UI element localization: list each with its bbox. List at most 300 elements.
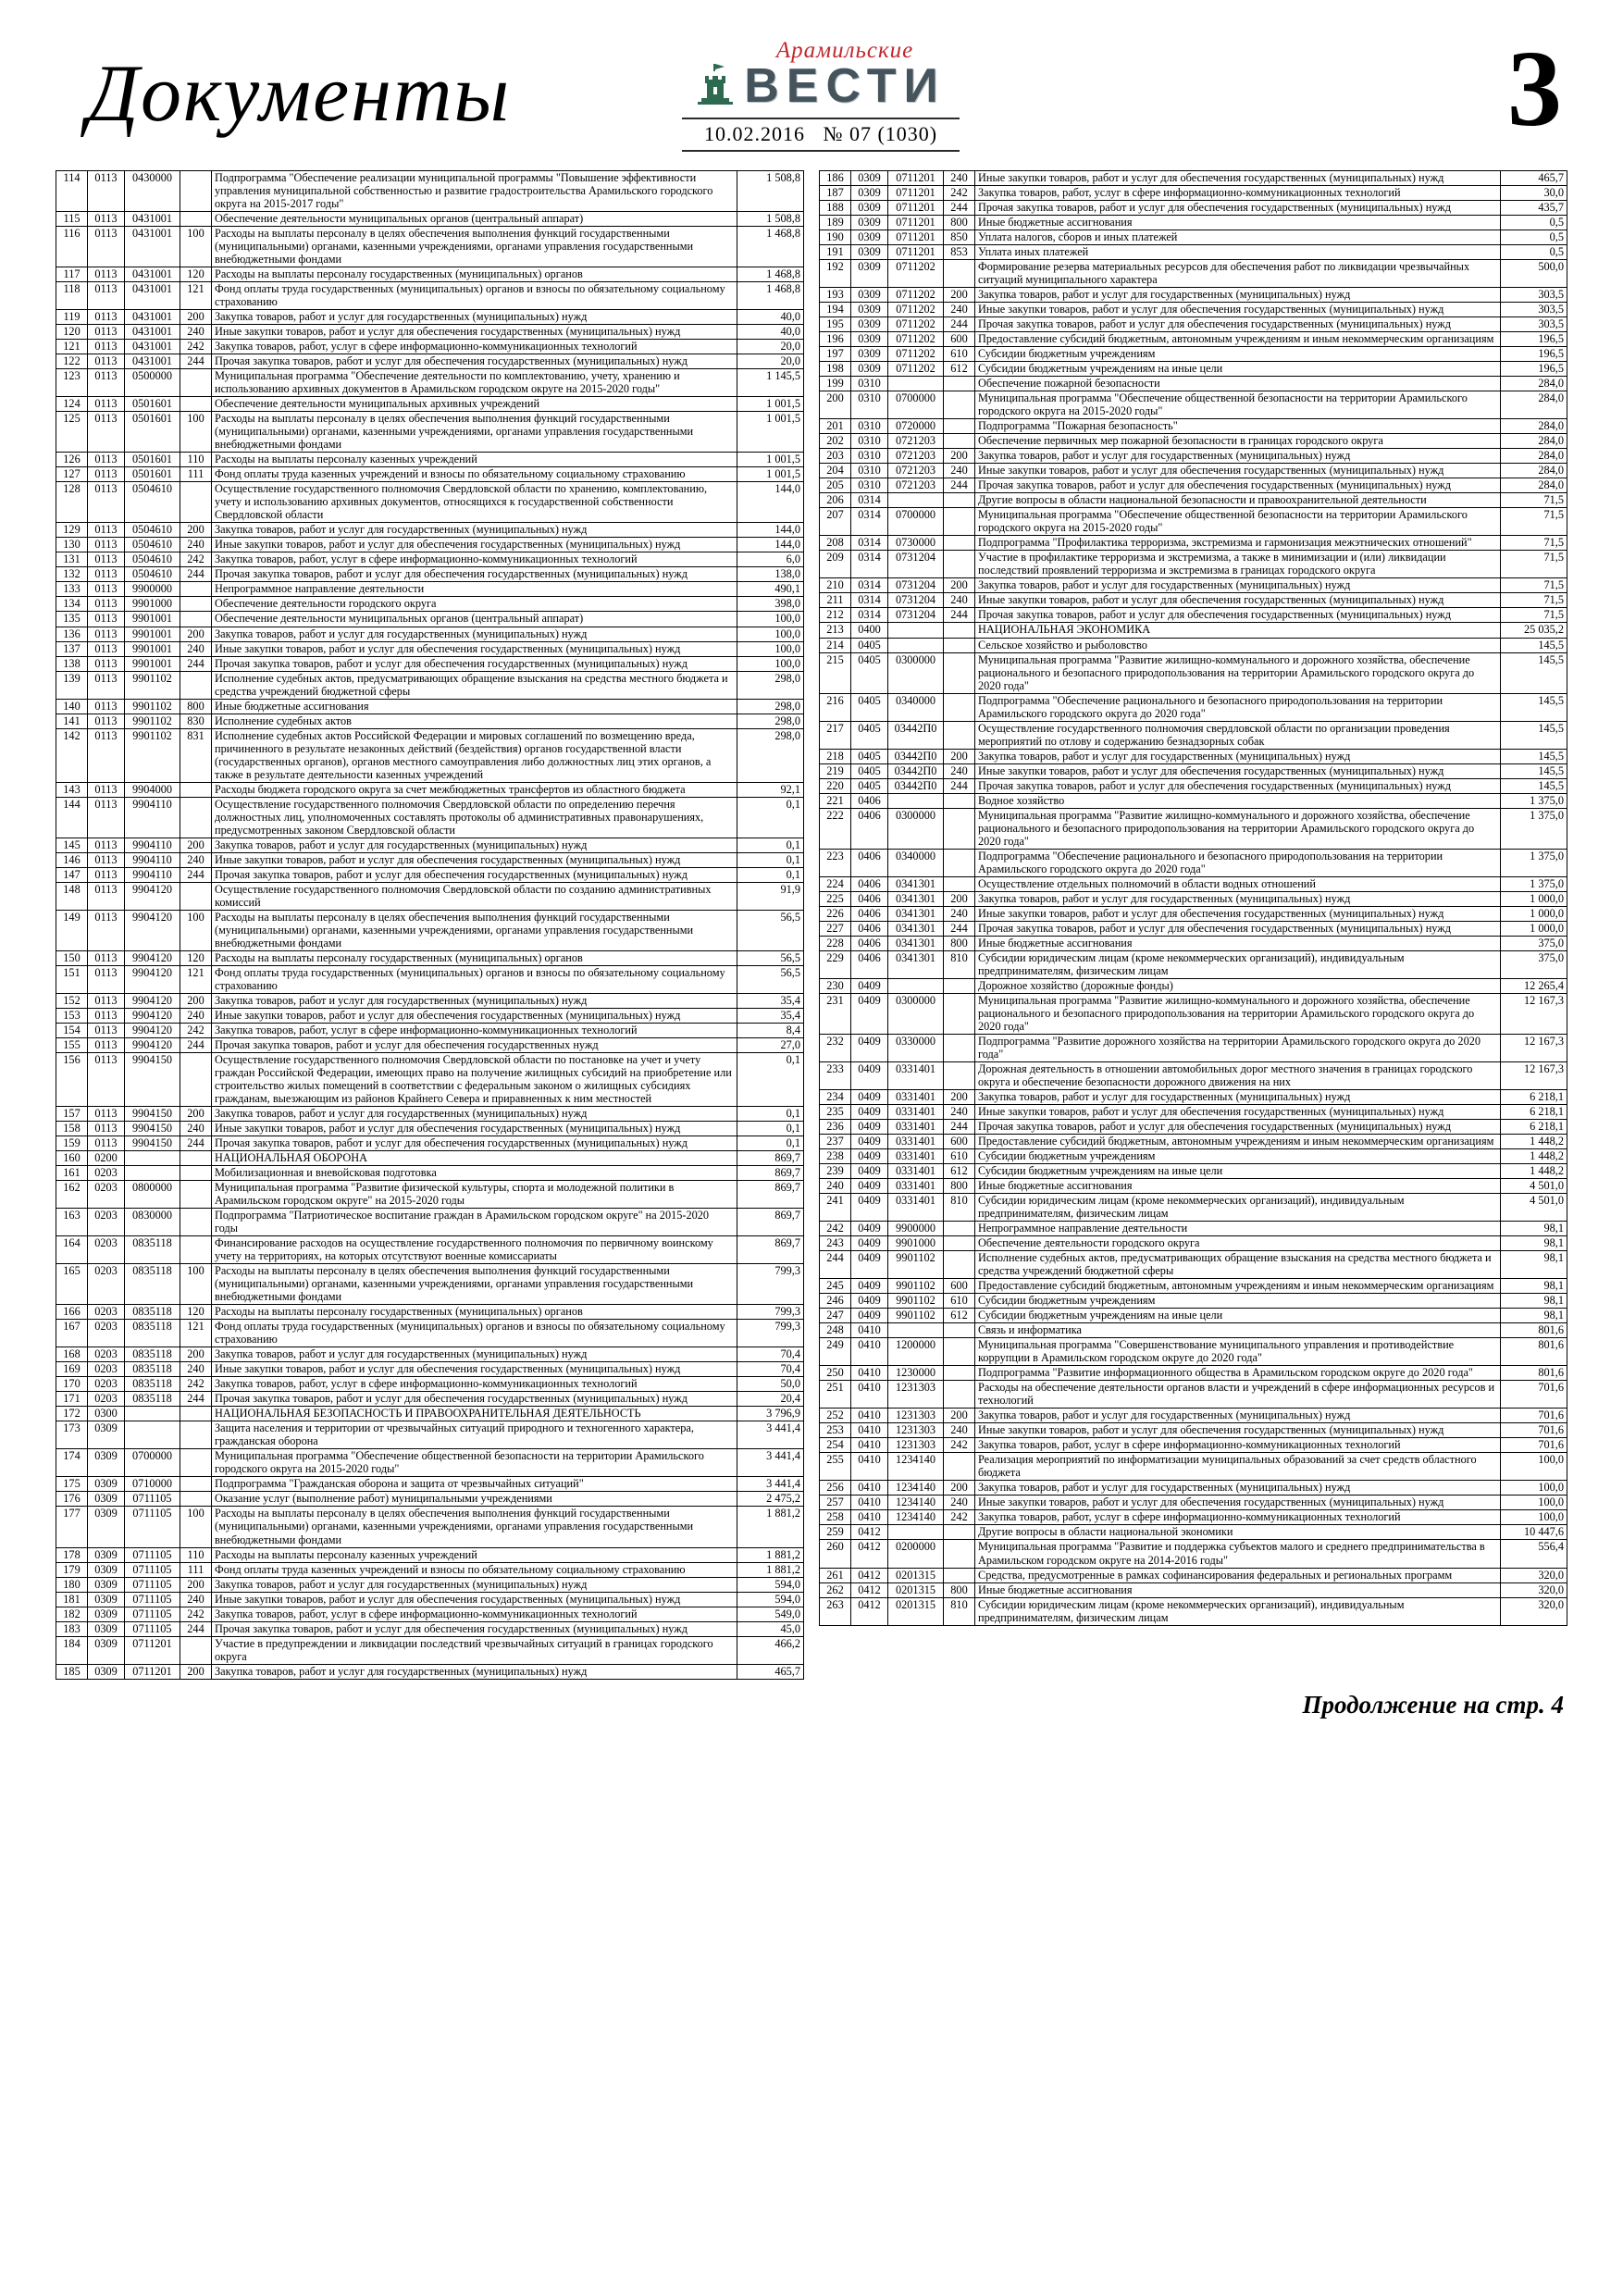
target-article-code-cell: 9900000 [125,582,180,597]
expense-name-cell: Иные закупки товаров, работ и услуг для обеспечения государственных (муниципальных) нужд [975,1496,1501,1510]
expense-type-code-cell: 240 [180,1008,212,1023]
section-code-cell: 0203 [88,1181,125,1209]
expense-name-cell: Субсидии бюджетным учреждениям на иные цели [975,1164,1501,1179]
section-code-cell: 0412 [851,1582,888,1597]
expense-type-code-cell: 600 [944,332,975,347]
row-number-cell: 138 [56,656,88,671]
target-article-code-cell: 1234140 [888,1510,944,1525]
section-code-cell: 0409 [851,1061,888,1089]
table-row [820,493,1567,508]
section-code-cell: 0405 [851,749,888,763]
section-code-cell: 0113 [88,482,125,523]
section-code-cell: 0113 [88,171,125,212]
expense-type-code-cell [180,1151,212,1166]
table-row [820,1481,1567,1496]
expense-name-cell: Осуществление государственного полномочия свердловской области по организации проведения мероприятий по отлову и содержанию безнадзорных собак [975,721,1501,749]
expense-name-cell: Иные закупки товаров, работ и услуг для обеспечения государственных (муниципальных) нужд [212,1008,737,1023]
expense-type-code-cell: 240 [944,1105,975,1120]
expense-name-cell: Прочая закупка товаров, работ и услуг для обеспечения государственных (муниципальных) нужд [975,1120,1501,1135]
section-code-cell: 0309 [851,303,888,317]
amount-cell: 500,0 [1501,260,1567,288]
expense-name-cell: Финансирование расходов на осуществление государственного полномочия по первичному воинскому учету на территориях, на которых отсутствуют военные комиссариаты [212,1236,737,1264]
section-code-cell: 0309 [851,171,888,186]
section-code-cell: 0113 [88,714,125,728]
expense-type-code-cell: 242 [180,1023,212,1037]
target-article-code-cell: 1234140 [888,1496,944,1510]
table-row [56,1407,804,1421]
target-article-code-cell: 0730000 [888,536,944,551]
amount-cell: 1 448,2 [1501,1135,1567,1149]
amount-cell: 1 508,8 [737,212,804,227]
expense-name-cell: Предоставление субсидий бюджетным, автономным учреждениям и иным некоммерческим организациям [975,1135,1501,1149]
target-article-code-cell: 9900000 [888,1222,944,1236]
row-number-cell: 256 [820,1481,851,1496]
expense-type-code-cell: 200 [944,1409,975,1423]
amount-cell: 98,1 [1501,1279,1567,1294]
table-row [820,1164,1567,1179]
expense-type-code-cell: 240 [180,1122,212,1136]
target-article-code-cell: 0710000 [125,1477,180,1492]
expense-type-code-cell: 800 [180,699,212,714]
expense-name-cell: Муниципальная программа "Развитие физической культуры, спорта и молодежной политики в Арамильском городском округе" на 2015-2020 годы [212,1181,737,1209]
target-article-code-cell: 0835118 [125,1347,180,1362]
amount-cell: 20,0 [737,340,804,354]
expense-name-cell: Иные бюджетные ассигнования [975,936,1501,950]
expense-name-cell: Прочая закупка товаров, работ и услуг для обеспечения государственных (муниципальных) нужд [975,201,1501,216]
row-number-cell: 144 [56,797,88,838]
amount-cell: 100,0 [1501,1481,1567,1496]
section-code-cell: 0410 [851,1438,888,1453]
section-code-cell: 0113 [88,212,125,227]
expense-type-code-cell: 100 [180,910,212,950]
row-number-cell: 213 [820,623,851,638]
table-row [820,1194,1567,1222]
row-number-cell: 128 [56,482,88,523]
row-number-cell: 181 [56,1592,88,1607]
row-number-cell: 127 [56,467,88,482]
row-number-cell: 240 [820,1179,851,1194]
amount-cell: 0,5 [1501,245,1567,260]
table-row [56,1008,804,1023]
amount-cell: 100,0 [737,612,804,627]
target-article-code-cell: 0711201 [888,245,944,260]
table-row [56,567,804,582]
section-code-cell: 0410 [851,1366,888,1381]
amount-cell: 144,0 [737,523,804,538]
section-code-cell: 0409 [851,1164,888,1179]
amount-cell: 320,0 [1501,1582,1567,1597]
expense-name-cell: Закупка товаров, работ и услуг для государственных (муниципальных) нужд [975,1090,1501,1105]
target-article-code-cell: 0731204 [888,551,944,578]
target-article-code-cell: 0431001 [125,212,180,227]
expense-name-cell: Иные закупки товаров, работ и услуг для обеспечения государственных (муниципальных) нужд [975,1105,1501,1120]
amount-cell: 50,0 [737,1377,804,1392]
expense-name-cell: Муниципальная программа "Обеспечение деятельности по комплектованию, учету, хранению и использованию архивных документов в Арамильском городском округе на 2015-2020 годы" [212,369,737,397]
expense-type-code-cell: 240 [180,1362,212,1377]
table-row [56,612,804,627]
table-row [56,1392,804,1407]
expense-name-cell: Другие вопросы в области национальной экономики [975,1525,1501,1540]
expense-type-code-cell: 610 [944,347,975,362]
expense-name-cell: Другие вопросы в области национальной безопасности и правоохранительной деятельности [975,493,1501,508]
expense-name-cell: Закупка товаров, работ, услуг в сфере информационно-коммуникационных технологий [975,1510,1501,1525]
section-code-cell: 0406 [851,906,888,921]
amount-cell: 398,0 [737,597,804,612]
expense-type-code-cell [180,1052,212,1106]
section-code-cell: 0412 [851,1525,888,1540]
target-article-code-cell: 0835118 [125,1320,180,1347]
target-article-code-cell: 0835118 [125,1305,180,1320]
expense-name-cell: Оказание услуг (выполнение работ) муниципальными учреждениями [212,1492,737,1507]
expense-type-code-cell [180,1636,212,1664]
table-row [820,891,1567,906]
table-row [56,1507,804,1547]
row-number-cell: 196 [820,332,851,347]
table-row [56,325,804,340]
section-code-cell: 0406 [851,876,888,891]
table-row [820,793,1567,808]
amount-cell: 1 145,5 [737,369,804,397]
row-number-cell: 185 [56,1664,88,1679]
section-code-cell: 0309 [88,1507,125,1547]
expense-name-cell: Участие в профилактике терроризма и экстремизма, а также в минимизации и (или) ликвидации последствий проявлений терроризма и экстремизма в границах городского округа [975,551,1501,578]
table-row [56,1621,804,1636]
row-number-cell: 173 [56,1421,88,1449]
amount-cell: 100,0 [1501,1453,1567,1481]
table-row [820,1438,1567,1453]
row-number-cell: 263 [820,1597,851,1625]
amount-cell: 1 001,5 [737,467,804,482]
expense-type-code-cell [944,551,975,578]
section-code-cell: 0309 [88,1492,125,1507]
expense-name-cell: Субсидии бюджетным учреждениям на иные цели [975,1309,1501,1323]
target-article-code-cell: 0341301 [888,950,944,978]
table-row [56,212,804,227]
target-article-code-cell: 0711202 [888,317,944,332]
target-article-code-cell: 1234140 [888,1453,944,1481]
row-number-cell: 126 [56,453,88,467]
row-number-cell: 178 [56,1547,88,1562]
target-article-code-cell [888,377,944,391]
expense-type-code-cell: 200 [180,993,212,1008]
table-row [56,1122,804,1136]
section-code-cell: 0113 [88,523,125,538]
expense-type-code-cell: 244 [180,354,212,369]
expense-name-cell: Иные закупки товаров, работ и услуг для обеспечения государственных (муниципальных) нужд [212,1122,737,1136]
expense-type-code-cell: 100 [180,1507,212,1547]
row-number-cell: 129 [56,523,88,538]
target-article-code-cell: 0331401 [888,1120,944,1135]
section-code-cell: 0409 [851,1179,888,1194]
table-row [56,671,804,699]
table-row [56,797,804,838]
section-code-cell: 0113 [88,612,125,627]
section-code-cell: 0409 [851,1236,888,1251]
amount-cell: 801,6 [1501,1338,1567,1366]
target-article-code-cell: 03442П0 [888,778,944,793]
target-article-code-cell: 0501601 [125,397,180,412]
row-number-cell: 200 [820,391,851,419]
amount-cell: 12 167,3 [1501,993,1567,1034]
section-code-cell: 0409 [851,1090,888,1105]
amount-cell: 71,5 [1501,493,1567,508]
table-row [820,876,1567,891]
amount-cell: 375,0 [1501,936,1567,950]
row-number-cell: 246 [820,1294,851,1309]
amount-cell: 284,0 [1501,449,1567,464]
amount-cell: 1 881,2 [737,1547,804,1562]
table-row [820,950,1567,978]
amount-cell: 100,0 [737,656,804,671]
row-number-cell: 140 [56,699,88,714]
expense-name-cell: Непрограммное направление деятельности [212,582,737,597]
section-code-cell: 0203 [88,1347,125,1362]
expense-type-code-cell [944,493,975,508]
expense-name-cell: Закупка товаров, работ и услуг для государственных (муниципальных) нужд [212,1664,737,1679]
amount-cell: 0,1 [737,852,804,867]
table-row [820,978,1567,993]
expense-type-code-cell: 810 [944,1194,975,1222]
expense-type-code-cell: 240 [944,1496,975,1510]
expense-type-code-cell: 800 [944,1582,975,1597]
table-row [56,467,804,482]
row-number-cell: 236 [820,1120,851,1135]
row-number-cell: 192 [820,260,851,288]
expense-type-code-cell: 853 [944,245,975,260]
section-code-cell: 0314 [851,551,888,578]
expense-name-cell: Расходы на выплаты персоналу в целях обеспечения выполнения функций государственными (муниципальными) органами, казенными учреждениями, органами управления государственными внебюджетными фондами [212,412,737,453]
expense-name-cell: Закупка товаров, работ, услуг в сфере информационно-коммуникационных технологий [212,1607,737,1621]
row-number-cell: 255 [820,1453,851,1481]
expense-name-cell: Муниципальная программа "Обеспечение общественной безопасности на территории Арамильского городского округа на 2015-2020 годы" [212,1449,737,1477]
table-row [56,1562,804,1577]
amount-cell: 801,6 [1501,1366,1567,1381]
amount-cell: 701,6 [1501,1381,1567,1409]
row-number-cell: 206 [820,493,851,508]
expense-name-cell: Прочая закупка товаров, работ и услуг для обеспечения государственных (муниципальных) нужд [212,1392,737,1407]
section-code-cell: 0113 [88,538,125,552]
expense-type-code-cell [944,978,975,993]
expense-type-code-cell [180,397,212,412]
target-article-code-cell: 0711202 [888,332,944,347]
section-code-cell: 0309 [88,1449,125,1477]
section-code-cell: 0113 [88,699,125,714]
section-code-cell: 0113 [88,950,125,965]
table-row [56,1449,804,1477]
expense-name-cell: Исполнение судебных актов, предусматривающих обращение взыскания на средства местного бюджета и средства учреждений бюджетной сферы [975,1251,1501,1279]
expense-type-code-cell: 244 [180,1621,212,1636]
table-row [56,1664,804,1679]
amount-cell: 2 475,2 [737,1492,804,1507]
amount-cell: 145,5 [1501,749,1567,763]
expense-name-cell: Обеспечение деятельности муниципальных органов (центральный аппарат) [212,212,737,227]
amount-cell: 70,4 [737,1347,804,1362]
expense-name-cell: Обеспечение деятельности городского округа [975,1236,1501,1251]
amount-cell: 35,4 [737,1008,804,1023]
target-article-code-cell: 0711201 [125,1664,180,1679]
section-code-cell: 0406 [851,921,888,936]
amount-cell: 1 375,0 [1501,876,1567,891]
amount-cell: 0,1 [737,867,804,882]
expense-name-cell: Подпрограмма "Развитие дорожного хозяйства на территории Арамильского городского округа до 2020 года" [975,1034,1501,1061]
table-row [820,201,1567,216]
section-code-cell: 0410 [851,1510,888,1525]
row-number-cell: 117 [56,267,88,282]
expense-type-code-cell [944,434,975,449]
amount-cell: 284,0 [1501,391,1567,419]
table-row [56,1377,804,1392]
table-row [820,171,1567,186]
section-code-cell: 0309 [88,1607,125,1621]
amount-cell: 1 468,8 [737,282,804,310]
amount-cell: 869,7 [737,1209,804,1236]
section-code-cell: 0409 [851,1294,888,1309]
expense-name-cell: Иные закупки товаров, работ и услуг для обеспечения государственных (муниципальных) нужд [212,1362,737,1377]
amount-cell: 98,1 [1501,1309,1567,1323]
target-article-code-cell: 1234140 [888,1481,944,1496]
amount-cell: 0,5 [1501,216,1567,230]
amount-cell: 145,5 [1501,721,1567,749]
row-number-cell: 184 [56,1636,88,1664]
amount-cell: 303,5 [1501,288,1567,303]
amount-cell: 71,5 [1501,508,1567,536]
section-code-cell: 0310 [851,449,888,464]
amount-cell: 298,0 [737,714,804,728]
target-article-code-cell: 0201315 [888,1597,944,1625]
expense-type-code-cell: 244 [944,478,975,493]
amount-cell: 98,1 [1501,1251,1567,1279]
target-article-code-cell [888,978,944,993]
target-article-code-cell: 0331401 [888,1179,944,1194]
expense-type-code-cell: 244 [944,778,975,793]
amount-cell: 298,0 [737,671,804,699]
section-code-cell: 0412 [851,1540,888,1568]
amount-cell: 1 000,0 [1501,921,1567,936]
target-article-code-cell: 0835118 [125,1236,180,1264]
amount-cell: 10 447,6 [1501,1525,1567,1540]
row-number-cell: 121 [56,340,88,354]
row-number-cell: 133 [56,582,88,597]
table-row [820,303,1567,317]
section-code-cell: 0113 [88,267,125,282]
target-article-code-cell: 0720000 [888,419,944,434]
section-code-cell: 0309 [851,317,888,332]
row-number-cell: 228 [820,936,851,950]
section-code-cell: 0405 [851,652,888,693]
table-row [56,1037,804,1052]
expense-type-code-cell [944,1540,975,1568]
row-number-cell: 131 [56,552,88,567]
expense-type-code-cell: 120 [180,1305,212,1320]
expense-name-cell: Закупка товаров, работ, услуг в сфере информационно-коммуникационных технологий [975,186,1501,201]
section-code-cell: 0113 [88,882,125,910]
expense-name-cell: Прочая закупка товаров, работ и услуг для обеспечения государственных (муниципальных) нужд [975,317,1501,332]
table-row [820,551,1567,578]
amount-cell: 6,0 [737,552,804,567]
section-code-cell: 0113 [88,552,125,567]
expense-name-cell: Иные закупки товаров, работ и услуг для обеспечения государственных (муниципальных) нужд [212,325,737,340]
target-article-code-cell: 0711201 [125,1636,180,1664]
amount-cell: 40,0 [737,310,804,325]
row-number-cell: 183 [56,1621,88,1636]
section-code-cell: 0409 [851,1279,888,1294]
expense-name-cell: Осуществление государственного полномочия Свердловской области по созданию административных комиссий [212,882,737,910]
expense-name-cell: Прочая закупка товаров, работ и услуг для обеспечения государственных (муниципальных) нужд [975,608,1501,623]
row-number-cell: 233 [820,1061,851,1089]
row-number-cell: 193 [820,288,851,303]
expense-type-code-cell [180,1166,212,1181]
expense-type-code-cell [944,1061,975,1089]
target-article-code-cell: 0501601 [125,467,180,482]
amount-cell: 20,0 [737,354,804,369]
amount-cell: 1 001,5 [737,453,804,467]
table-row [56,369,804,397]
section-code-cell: 0406 [851,891,888,906]
expense-name-cell: Закупка товаров, работ, услуг в сфере информационно-коммуникационных технологий [212,1377,737,1392]
expense-name-cell: Фонд оплаты труда казенных учреждений и взносы по обязательному социальному страхованию [212,1562,737,1577]
expense-name-cell: Уплата налогов, сборов и иных платежей [975,230,1501,245]
row-number-cell: 154 [56,1023,88,1037]
section-code-cell: 0113 [88,641,125,656]
section-code-cell: 0405 [851,763,888,778]
row-number-cell: 254 [820,1438,851,1453]
table-row [56,782,804,797]
row-number-cell: 230 [820,978,851,993]
expense-type-code-cell [180,671,212,699]
amount-cell: 6 218,1 [1501,1090,1567,1105]
budget-table-left [56,170,804,1680]
section-code-cell: 0406 [851,793,888,808]
table-row [820,1568,1567,1582]
target-article-code-cell: 0331401 [888,1135,944,1149]
table-row [56,1107,804,1122]
section-code-cell: 0409 [851,1251,888,1279]
expense-type-code-cell: 610 [944,1149,975,1164]
expense-name-cell: Осуществление государственного полномочия Свердловской области по постановке на учет и учету граждан Российской Федерации, имеющих право на получение жилищных субсидий на приобретение или строительство жилых помещений в соответствии с федеральным законом о жилищных субсидиях гражданам, выезжающим из районов Крайнего Севера и приравненных к ним местностей [212,1052,737,1106]
target-article-code-cell: 9901102 [888,1279,944,1294]
expense-type-code-cell [944,1034,975,1061]
row-number-cell: 234 [820,1090,851,1105]
table-row [820,478,1567,493]
amount-cell: 284,0 [1501,419,1567,434]
row-number-cell: 153 [56,1008,88,1023]
section-code-cell: 0203 [88,1392,125,1407]
amount-cell: 71,5 [1501,536,1567,551]
target-article-code-cell: 9901001 [125,612,180,627]
expense-name-cell: Закупка товаров, работ, услуг в сфере информационно-коммуникационных технологий [212,552,737,567]
amount-cell: 0,1 [737,1052,804,1106]
table-row [820,1409,1567,1423]
row-number-cell: 163 [56,1209,88,1236]
section-code-cell: 0309 [88,1562,125,1577]
table-row [820,391,1567,419]
section-code-cell: 0309 [88,1547,125,1562]
target-article-code-cell: 1231303 [888,1438,944,1453]
expense-type-code-cell [180,482,212,523]
section-code-cell: 0310 [851,391,888,419]
target-article-code-cell: 9901001 [125,656,180,671]
expense-type-code-cell: 240 [944,303,975,317]
amount-cell: 144,0 [737,538,804,552]
table-row [56,538,804,552]
target-article-code-cell: 0711105 [125,1621,180,1636]
table-row [56,1577,804,1592]
expense-type-code-cell: 242 [180,552,212,567]
section-code-cell: 0309 [851,288,888,303]
expense-type-code-cell [180,1477,212,1492]
expense-name-cell: Осуществление государственного полномочия Свердловской области по определению перечня должностных лиц, уполномоченных составлять протоколы об административных правонарушениях, предусмотренных законом Свердловской области [212,797,737,838]
target-article-code-cell [125,1421,180,1449]
